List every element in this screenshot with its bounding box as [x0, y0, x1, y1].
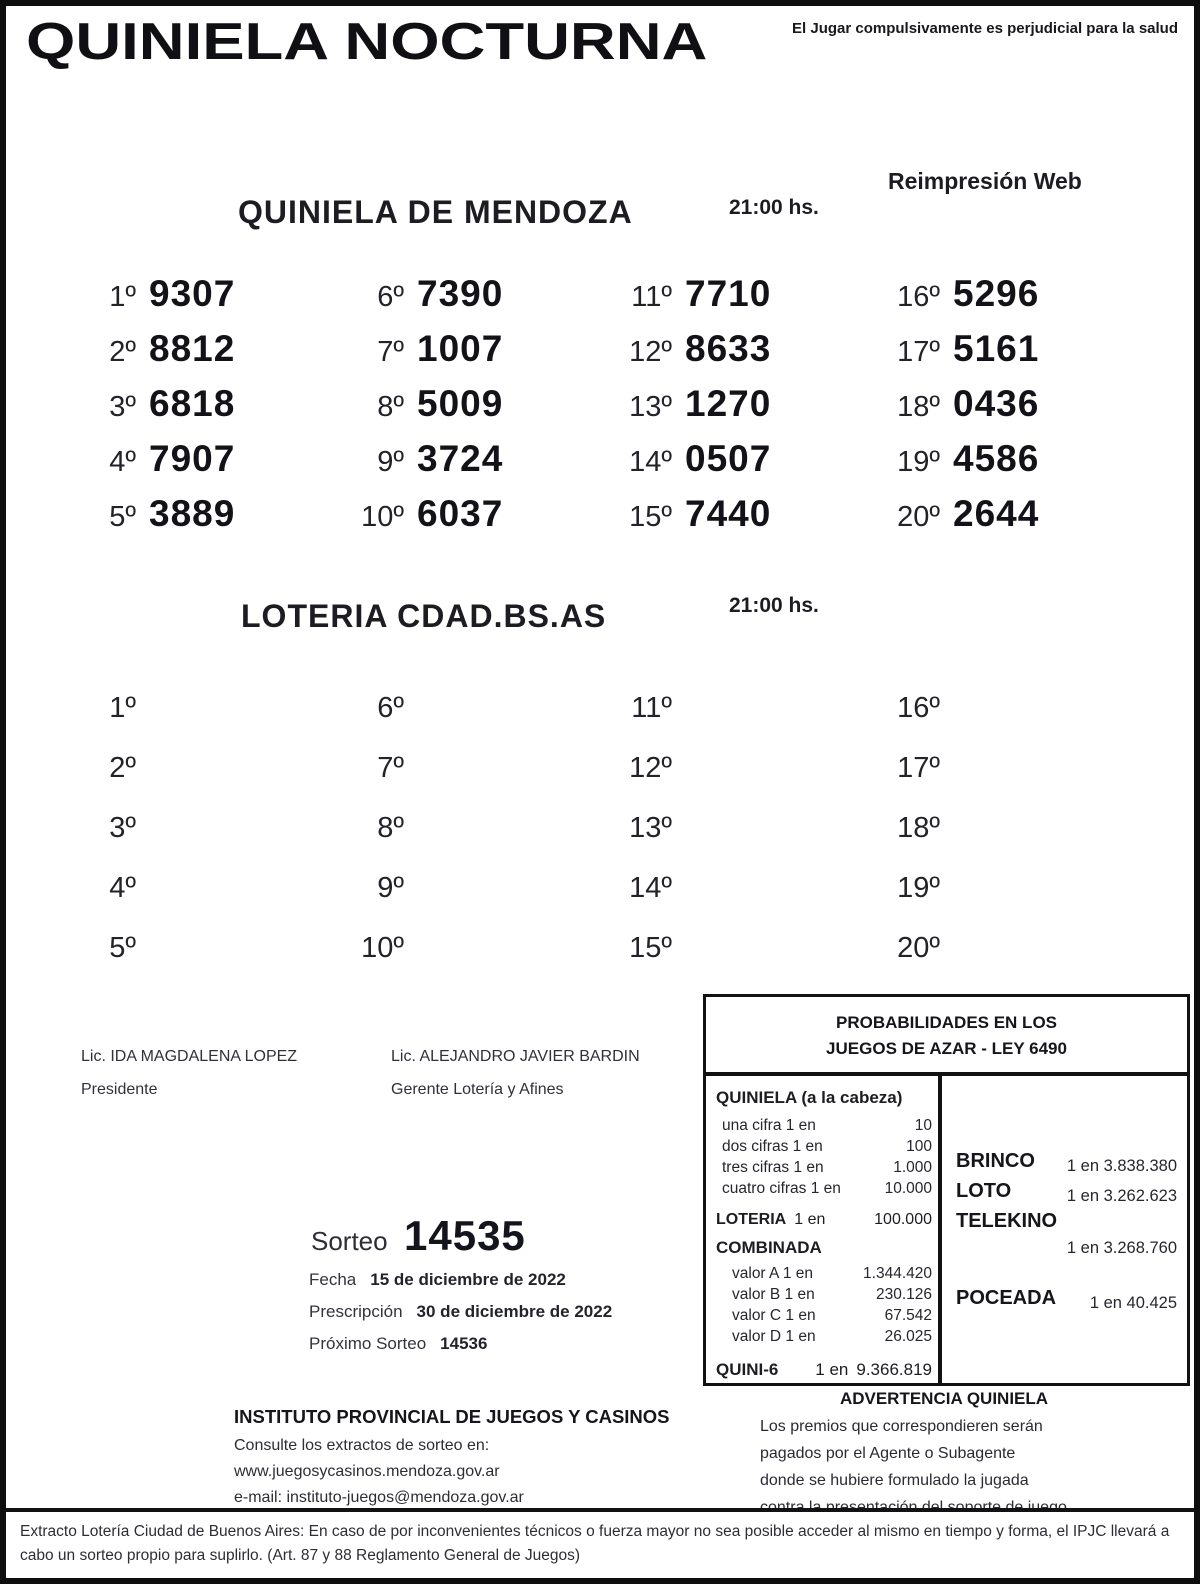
- position-label: 11º: [631, 691, 672, 724]
- result-cell: [332, 493, 600, 535]
- result-number: 7390: [417, 272, 504, 314]
- odds-row: [716, 1284, 932, 1305]
- position-label: 18º: [897, 390, 940, 423]
- next-draw-value: 14536: [440, 1334, 488, 1353]
- probabilities-box: [703, 994, 1190, 1386]
- institute-website: www.juegosycasinos.mendoza.gov.ar: [234, 1463, 500, 1480]
- mendoza-draw-time: 21:00 hs.: [729, 196, 819, 219]
- position-cell: [332, 692, 600, 725]
- probabilities-left-column: [706, 1076, 938, 1383]
- game-name: LOTO: [956, 1179, 1012, 1202]
- result-number: 2644: [953, 492, 1040, 534]
- position-label: 3º: [109, 811, 136, 844]
- game-name: BRINCO: [956, 1149, 1035, 1172]
- bsas-positions-grid: [64, 678, 1154, 978]
- result-cell: [868, 328, 1136, 370]
- odds-row: [716, 1263, 932, 1284]
- position-label: 16º: [897, 280, 940, 313]
- probabilities-title-line1: PROBABILIDADES EN LOS: [835, 1013, 1058, 1032]
- odds-value: 67.542: [884, 1306, 932, 1324]
- result-cell: [868, 383, 1136, 425]
- position-label: 9º: [377, 871, 404, 904]
- odds-row: [716, 1178, 932, 1199]
- position-cell: [64, 872, 332, 905]
- position-label: 12º: [629, 335, 672, 368]
- result-number: 1007: [417, 327, 504, 369]
- odds-row: [716, 1136, 932, 1157]
- probabilities-title: [706, 997, 1187, 1076]
- brinco-odds: [956, 1150, 1177, 1173]
- position-label: 16º: [897, 691, 940, 724]
- position-label: 6º: [377, 691, 404, 724]
- combinada-odds-rows: [716, 1263, 932, 1347]
- result-cell: [600, 328, 868, 370]
- position-label: 2º: [109, 335, 136, 368]
- odds-label: cuatro cifras 1 en: [722, 1179, 841, 1197]
- advertencia-title: ADVERTENCIA QUINIELA: [839, 1389, 1049, 1408]
- result-cell: [600, 438, 868, 480]
- loteria-odds-value: 100.000: [874, 1210, 932, 1228]
- position-label: 4º: [109, 871, 136, 904]
- result-cell: [868, 493, 1136, 535]
- result-cell: [64, 438, 332, 480]
- draw-date-row: [309, 1270, 612, 1290]
- loteria-odds-en: 1 en: [794, 1210, 826, 1228]
- prescription-value: 30 de diciembre de 2022: [416, 1302, 613, 1321]
- advertencia-block: [748, 1389, 1140, 1526]
- result-number: 8633: [685, 327, 772, 369]
- sorteo-label: Sorteo: [311, 1226, 388, 1256]
- odds-row: [716, 1157, 932, 1178]
- position-label: 17º: [897, 751, 940, 784]
- result-number: 6037: [417, 492, 504, 534]
- telekino-odds: [956, 1210, 1177, 1255]
- result-cell: [600, 493, 868, 535]
- position-label: 8º: [377, 811, 404, 844]
- result-cell: [600, 273, 868, 315]
- result-number: 4586: [953, 437, 1040, 479]
- odds-value: 10: [914, 1116, 932, 1134]
- probabilities-right-column: [938, 1076, 1187, 1383]
- quini6-en: 1 en: [815, 1359, 849, 1379]
- loteria-odds-row: [716, 1209, 932, 1230]
- odds-row: [716, 1305, 932, 1326]
- position-label: 10º: [361, 500, 404, 533]
- sorteo-number: 14535: [404, 1212, 526, 1259]
- signature-block-manager: [391, 1048, 640, 1099]
- position-label: 1º: [109, 691, 136, 724]
- result-number: 5009: [417, 382, 504, 424]
- position-label: 17º: [897, 335, 940, 368]
- institute-name: INSTITUTO PROVINCIAL DE JUEGOS Y CASINOS: [234, 1406, 670, 1427]
- position-cell: [64, 812, 332, 845]
- game-name: TELEKINO: [956, 1209, 1058, 1232]
- position-label: 12º: [629, 751, 672, 784]
- poceada-odds: [956, 1287, 1177, 1310]
- position-label: 14º: [629, 871, 672, 904]
- position-cell: [332, 752, 600, 785]
- odds-label: dos cifras 1 en: [722, 1137, 823, 1155]
- position-label: 5º: [109, 931, 136, 964]
- position-cell: [64, 752, 332, 785]
- result-cell: [868, 438, 1136, 480]
- odds-label: una cifra 1 en: [722, 1116, 816, 1134]
- institute-consult-line: Consulte los extractos de sorteo en:: [234, 1437, 490, 1454]
- advertencia-text-line: pagados por el Agente o Subagente: [760, 1445, 1016, 1462]
- result-number: 9307: [149, 272, 236, 314]
- signature-role: Gerente Lotería y Afines: [391, 1081, 564, 1098]
- result-number: 5296: [953, 272, 1040, 314]
- odds-label: valor C 1 en: [732, 1306, 816, 1324]
- draw-info: [309, 1270, 612, 1366]
- odds-label: valor B 1 en: [732, 1285, 815, 1303]
- institute-email: e-mail: instituto-juegos@mendoza.gov.ar: [234, 1489, 524, 1506]
- result-cell: [332, 383, 600, 425]
- game-odds-value: 1 en 3.268.760: [1066, 1238, 1177, 1257]
- odds-value: 1.000: [893, 1158, 932, 1176]
- odds-row: [716, 1326, 932, 1347]
- odds-label: valor D 1 en: [732, 1327, 816, 1345]
- mendoza-results-grid: [64, 266, 1154, 541]
- position-label: 13º: [629, 811, 672, 844]
- position-label: 11º: [631, 280, 672, 313]
- position-cell: [332, 872, 600, 905]
- odds-value: 26.025: [884, 1327, 932, 1345]
- signature-role: Presidente: [81, 1081, 158, 1098]
- probabilities-body: [706, 1076, 1187, 1383]
- position-label: 3º: [109, 390, 136, 423]
- position-cell: [600, 812, 868, 845]
- result-cell: [64, 273, 332, 315]
- institute-block: [234, 1406, 670, 1515]
- game-odds-value: 1 en 3.262.623: [1066, 1186, 1177, 1205]
- position-label: 13º: [629, 390, 672, 423]
- game-odds-value: 1 en 3.838.380: [1066, 1156, 1177, 1175]
- result-cell: [332, 328, 600, 370]
- result-cell: [600, 383, 868, 425]
- position-label: 7º: [377, 335, 404, 368]
- advertencia-text-line: donde se hubiere formulado la jugada: [760, 1472, 1029, 1489]
- bsas-draw-time: 21:00 hs.: [729, 594, 819, 617]
- doc-title: QUINIELA NOCTURNA: [26, 13, 708, 71]
- position-label: 19º: [897, 445, 940, 478]
- position-label: 18º: [897, 811, 940, 844]
- signature-name: Lic. ALEJANDRO JAVIER BARDIN: [391, 1048, 640, 1065]
- quini6-value: 9.366.819: [856, 1359, 932, 1379]
- position-label: 10º: [361, 931, 404, 964]
- result-number: 7907: [149, 437, 236, 479]
- result-number: 6818: [149, 382, 236, 424]
- position-cell: [868, 812, 1136, 845]
- result-cell: [332, 438, 600, 480]
- odds-value: 100: [906, 1137, 932, 1155]
- position-cell: [600, 932, 868, 965]
- position-cell: [332, 812, 600, 845]
- quiniela-odds-header: QUINIELA (a la cabeza): [716, 1087, 903, 1107]
- result-number: 8812: [149, 327, 236, 369]
- quini6-odds-row: [716, 1360, 932, 1380]
- position-cell: [332, 932, 600, 965]
- addiction-warning: El Jugar compulsivamente es perjudicial para la salud: [792, 20, 1178, 37]
- result-number: 7710: [685, 272, 772, 314]
- odds-value: 1.344.420: [863, 1264, 932, 1282]
- position-label: 20º: [897, 931, 940, 964]
- result-number: 7440: [685, 492, 772, 534]
- result-cell: [64, 328, 332, 370]
- position-label: 7º: [377, 751, 404, 784]
- loteria-odds-name: LOTERIA: [716, 1210, 787, 1228]
- advertencia-lines: [748, 1418, 1140, 1517]
- reimpresion-web-label: Reimpresión Web: [888, 168, 1082, 194]
- quini6-name: QUINI-6: [716, 1359, 779, 1379]
- position-cell: [868, 932, 1136, 965]
- next-draw-label: Próximo Sorteo: [309, 1334, 427, 1353]
- odds-label: valor A 1 en: [732, 1264, 814, 1282]
- result-number: 5161: [953, 327, 1040, 369]
- position-cell: [600, 692, 868, 725]
- position-cell: [868, 872, 1136, 905]
- odds-value: 230.126: [875, 1285, 932, 1303]
- result-number: 3724: [417, 437, 504, 479]
- position-label: 15º: [629, 931, 672, 964]
- position-cell: [64, 932, 332, 965]
- loto-odds: [956, 1180, 1177, 1203]
- position-label: 20º: [897, 500, 940, 533]
- position-label: 1º: [109, 280, 136, 313]
- game-odds-value: 1 en 40.425: [1089, 1293, 1177, 1312]
- advertencia-text-line: Los premios que correspondieren serán: [760, 1418, 1043, 1435]
- next-draw-row: [309, 1334, 612, 1354]
- result-number: 0507: [685, 437, 772, 479]
- prescription-label: Prescripción: [309, 1302, 403, 1321]
- position-cell: [600, 752, 868, 785]
- position-cell: [600, 872, 868, 905]
- position-label: 6º: [377, 280, 404, 313]
- bsas-section-title: LOTERIA CDAD.BS.AS: [241, 598, 607, 634]
- footer-note: Extracto Lotería Ciudad de Buenos Aires: En caso de por inconvenientes técnicos o fuerza mayor no sea posible acceder al mismo en tiempo y forma, el IPJC llevará a cabo un sorteo propio para suplirlo. (Art. 87 y 88 Reglamento General de Juegos): [6, 1508, 1194, 1578]
- position-label: 2º: [109, 751, 136, 784]
- result-number: 0436: [953, 382, 1040, 424]
- result-cell: [64, 493, 332, 535]
- prescription-row: [309, 1302, 612, 1322]
- position-label: 8º: [377, 390, 404, 423]
- odds-row: [716, 1115, 932, 1136]
- position-label: 5º: [109, 500, 136, 533]
- result-number: 3889: [149, 492, 236, 534]
- signature-block-president: [81, 1048, 297, 1099]
- result-number: 1270: [685, 382, 772, 424]
- probabilities-title-line2: JUEGOS DE AZAR - LEY 6490: [826, 1039, 1067, 1059]
- draw-date-value: 15 de diciembre de 2022: [370, 1270, 566, 1289]
- odds-label: tres cifras 1 en: [722, 1158, 824, 1176]
- combinada-header: COMBINADA: [716, 1237, 822, 1257]
- signature-name: Lic. IDA MAGDALENA LOPEZ: [81, 1048, 298, 1065]
- position-cell: [868, 752, 1136, 785]
- result-cell: [868, 273, 1136, 315]
- quiniela-odds-rows: [716, 1115, 932, 1199]
- position-cell: [64, 692, 332, 725]
- position-label: 4º: [109, 445, 136, 478]
- position-label: 14º: [629, 445, 672, 478]
- position-label: 9º: [377, 445, 404, 478]
- mendoza-section-title: QUINIELA DE MENDOZA: [238, 194, 633, 230]
- draw-date-label: Fecha: [309, 1270, 357, 1289]
- position-cell: [868, 692, 1136, 725]
- result-cell: [332, 273, 600, 315]
- odds-value: 10.000: [884, 1179, 932, 1197]
- game-name: POCEADA: [956, 1286, 1057, 1309]
- position-label: 19º: [897, 871, 940, 904]
- result-cell: [64, 383, 332, 425]
- position-label: 15º: [629, 500, 672, 533]
